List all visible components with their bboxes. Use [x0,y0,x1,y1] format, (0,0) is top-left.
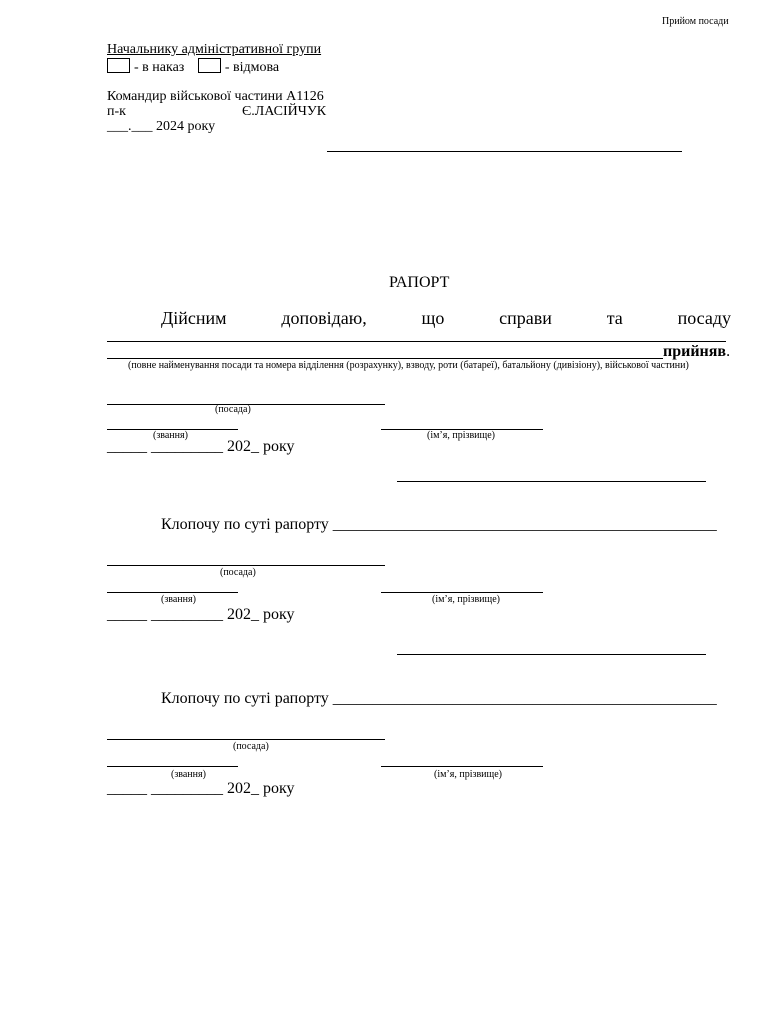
report-title: РАПОРТ [389,274,450,291]
resolution-signature-line [397,481,706,482]
position-hint: (повне найменування посади та номера відділення (розрахунку), взводу, роти (батареї), батальйону (дивізіону), військової частини) [128,360,689,371]
rank-label: (звання) [153,430,188,441]
accepted-text [663,343,730,361]
name-line [381,592,543,593]
commander-rank: п-к [107,104,126,119]
intro-word: та [606,308,623,328]
name-line [381,766,543,767]
position-line [107,565,385,566]
resolution-date: ___.___ 2024 року [107,119,216,134]
order-option-label: - в наказ [134,60,185,75]
name-label: (ім’я, прізвище) [427,430,495,441]
position-label: (посада) [215,404,251,415]
signature-line [327,151,682,152]
commander-title: Командир військової частини А1126 [107,89,324,104]
name-label: (ім’я, прізвище) [432,594,500,605]
petition-text: Клопочу по суті рапорту ________________________________________________ [161,690,717,707]
intro-word: посаду [677,308,731,328]
petition-text: Клопочу по суті рапорту ________________________________________________ [161,516,717,533]
resolution-options [107,58,279,76]
rank-label: (звання) [161,594,196,605]
order-checkbox[interactable] [107,58,130,73]
addressee-line: Начальнику адміністративної групи [107,42,322,57]
position-line [107,739,385,740]
date-line: _____ _________ 202_ року [107,438,295,455]
rank-line [107,766,238,767]
refusal-option-label: - відмова [224,60,280,75]
name-label: (ім’я, прізвище) [434,769,502,780]
rank-line [107,592,238,593]
commander-name: Є.ЛАСІЙЧУК [242,104,327,119]
intro-word: доповідаю, [281,308,367,328]
report-fill-line [107,341,726,342]
intro-word: Дійсним [161,308,227,328]
intro-word: що [421,308,445,328]
resolution-signature-line [397,654,706,655]
corner-label: Прийом посади [662,16,729,27]
accepted-period: . [726,343,731,360]
rank-label: (звання) [171,769,206,780]
refusal-checkbox[interactable] [198,58,221,73]
report-fill-line [107,358,663,359]
position-label: (посада) [233,741,269,752]
intro-word: справи [499,308,552,328]
report-intro-line [161,308,731,329]
date-line: _____ _________ 202_ року [107,606,295,623]
date-line: _____ _________ 202_ року [107,780,295,797]
accepted-word: прийняв [663,343,727,360]
position-label: (посада) [220,567,256,578]
